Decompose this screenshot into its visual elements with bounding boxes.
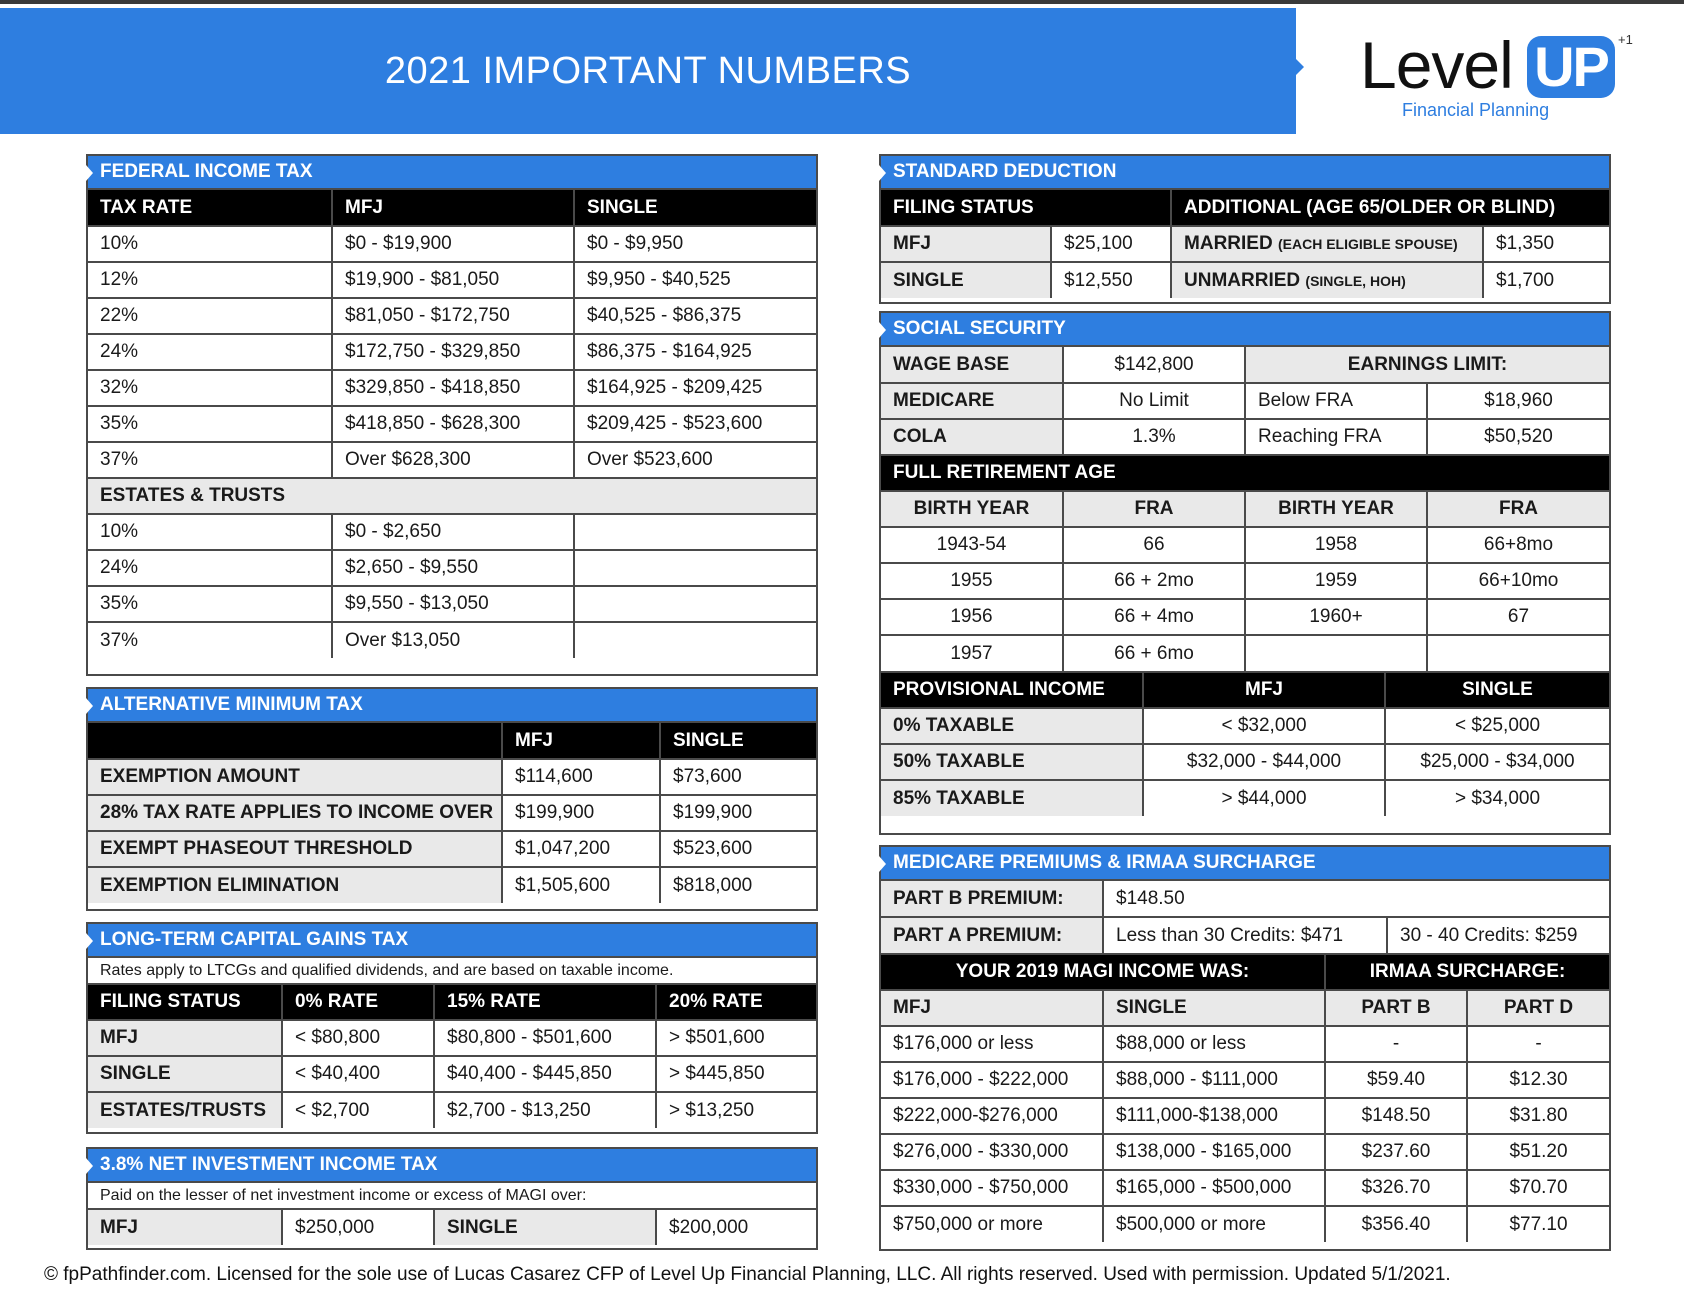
row-label: COLA	[881, 419, 1063, 455]
header-cell: FILING STATUS	[88, 984, 282, 1020]
section-title: STANDARD DEDUCTION	[881, 156, 1609, 190]
cell: $276,000 - $330,000	[881, 1134, 1103, 1170]
cell: $326.70	[1325, 1170, 1467, 1206]
header-cell: SINGLE	[660, 723, 816, 759]
cell: 24%	[88, 550, 332, 586]
cell: 67	[1427, 599, 1609, 635]
cell: $81,050 - $172,750	[332, 298, 574, 334]
header-cell: BIRTH YEAR	[881, 491, 1063, 527]
cell: $114,600	[502, 759, 660, 795]
logo-subtitle: Financial Planning	[1402, 100, 1550, 120]
header-cell: IRMAA SURCHARGE:	[1325, 954, 1609, 990]
table-row	[88, 1020, 816, 1056]
cell: Reaching FRA	[1245, 419, 1427, 455]
logo-up-badge: UP	[1527, 36, 1615, 98]
cell: $88,000 or less	[1103, 1026, 1325, 1062]
cell: $418,850 - $628,300	[332, 406, 574, 442]
cell: $73,600	[660, 759, 816, 795]
cell: $138,000 - $165,000	[1103, 1134, 1325, 1170]
table-row	[881, 1026, 1609, 1062]
cell: $88,000 - $111,000	[1103, 1062, 1325, 1098]
cell: $1,047,200	[502, 831, 660, 867]
cell: 66+10mo	[1427, 563, 1609, 599]
table-header-row	[88, 723, 816, 759]
cell: -	[1325, 1026, 1467, 1062]
table-header-row	[881, 190, 1609, 226]
cell: 35%	[88, 406, 332, 442]
row-label: SINGLE	[88, 1056, 282, 1092]
row-label: ESTATES/TRUSTS	[88, 1092, 282, 1128]
table-row	[88, 1092, 816, 1128]
cell	[1245, 635, 1427, 671]
cell: $40,525 - $86,375	[574, 298, 816, 334]
cell: $330,000 - $750,000	[881, 1170, 1103, 1206]
table-row	[88, 1056, 816, 1092]
cell: $176,000 or less	[881, 1026, 1103, 1062]
fra-title: FULL RETIREMENT AGE	[881, 455, 1609, 491]
cell: $9,550 - $13,050	[332, 586, 574, 622]
header-cell: PART D	[1467, 990, 1609, 1026]
header-cell: PART B	[1325, 990, 1467, 1026]
section-title: LONG-TERM CAPITAL GAINS TAX	[88, 924, 816, 958]
cell: $19,900 - $81,050	[332, 262, 574, 298]
header-banner	[0, 8, 1296, 134]
table-header-row	[88, 190, 816, 226]
table-row	[881, 1170, 1609, 1206]
cell: 66 + 2mo	[1063, 563, 1245, 599]
add-note: (SINGLE, HOH)	[1305, 272, 1406, 289]
table-header-row	[881, 954, 1609, 990]
ltcg-section	[86, 922, 818, 1134]
cell: $32,000 - $44,000	[1143, 744, 1385, 780]
cell: 37%	[88, 442, 332, 478]
header-cell: MFJ	[332, 190, 574, 226]
header-cell	[88, 723, 502, 759]
row-label: WAGE BASE	[881, 347, 1063, 383]
table-row	[88, 442, 816, 478]
row-label: MFJ	[881, 226, 1051, 262]
row-label: MFJ	[88, 1020, 282, 1056]
cell: $86,375 - $164,925	[574, 334, 816, 370]
cell: $25,100	[1051, 226, 1171, 262]
section-title: SOCIAL SECURITY	[881, 313, 1609, 347]
social-security-section	[879, 311, 1611, 835]
row-label	[1171, 226, 1483, 262]
niit-table	[88, 1183, 816, 1245]
table-row	[881, 527, 1609, 563]
row-label: EXEMPT PHASEOUT THRESHOLD	[88, 831, 502, 867]
table-row	[88, 586, 816, 622]
cell	[574, 586, 816, 622]
row-label: SINGLE	[881, 262, 1051, 298]
cell	[1427, 635, 1609, 671]
table-row	[88, 514, 816, 550]
table-row	[88, 795, 816, 831]
table-row	[88, 226, 816, 262]
cell: 35%	[88, 586, 332, 622]
cell: $148.50	[1325, 1098, 1467, 1134]
cell	[574, 550, 816, 586]
header-cell: YOUR 2019 MAGI INCOME WAS:	[881, 954, 1325, 990]
cell: 32%	[88, 370, 332, 406]
table-row	[881, 599, 1609, 635]
table-row	[88, 550, 816, 586]
level-up-logo	[1340, 28, 1640, 128]
standard-deduction-table	[881, 190, 1609, 298]
cell: 66 + 6mo	[1063, 635, 1245, 671]
cell: 1958	[1245, 527, 1427, 563]
cell: $0 - $2,650	[332, 514, 574, 550]
cell: < $80,800	[282, 1020, 434, 1056]
cell: $51.20	[1467, 1134, 1609, 1170]
cell: $176,000 - $222,000	[881, 1062, 1103, 1098]
table-row	[881, 383, 1609, 419]
cell: $1,700	[1483, 262, 1609, 298]
sub-header-row	[881, 990, 1609, 1026]
row-label: EXEMPTION ELIMINATION	[88, 867, 502, 903]
cell: $222,000-$276,000	[881, 1098, 1103, 1134]
header-cell: FRA	[1063, 491, 1245, 527]
cell: 1943-54	[881, 527, 1063, 563]
cell: 66 + 4mo	[1063, 599, 1245, 635]
cell: $2,700 - $13,250	[434, 1092, 656, 1128]
irmaa-table	[881, 953, 1609, 1242]
table-row	[881, 347, 1609, 383]
niit-section	[86, 1147, 818, 1250]
row-label: PART B PREMIUM:	[881, 881, 1103, 917]
cell: < $32,000	[1143, 708, 1385, 744]
cell: 10%	[88, 514, 332, 550]
cell: < $25,000	[1385, 708, 1609, 744]
cell: $12.30	[1467, 1062, 1609, 1098]
cell: 66	[1063, 527, 1245, 563]
cell: $111,000-$138,000	[1103, 1098, 1325, 1134]
cell: 1957	[881, 635, 1063, 671]
header-cell: SINGLE	[1385, 672, 1609, 708]
table-row	[881, 917, 1609, 953]
table-row	[881, 708, 1609, 744]
cell: 1955	[881, 563, 1063, 599]
cell: $200,000	[656, 1209, 816, 1245]
cell: $172,750 - $329,850	[332, 334, 574, 370]
cell: No Limit	[1063, 383, 1245, 419]
row-label: PART A PREMIUM:	[881, 917, 1103, 953]
cell: $1,505,600	[502, 867, 660, 903]
cell	[574, 622, 816, 658]
cell: $165,000 - $500,000	[1103, 1170, 1325, 1206]
cell: 1956	[881, 599, 1063, 635]
cell: $2,650 - $9,550	[332, 550, 574, 586]
table-row	[88, 298, 816, 334]
row-label: 0% TAXABLE	[881, 708, 1143, 744]
row-label: SINGLE	[434, 1209, 656, 1245]
table-row	[88, 370, 816, 406]
estates-trusts-header-row	[88, 478, 816, 514]
table-row	[881, 563, 1609, 599]
cell: 10%	[88, 226, 332, 262]
section-title: FEDERAL INCOME TAX	[88, 156, 816, 190]
cell: $80,800 - $501,600	[434, 1020, 656, 1056]
row-label: 28% TAX RATE APPLIES TO INCOME OVER	[88, 795, 502, 831]
table-row	[88, 867, 816, 903]
header-cell: 15% RATE	[434, 984, 656, 1020]
page-title: 2021 IMPORTANT NUMBERS	[384, 49, 912, 92]
cell: $59.40	[1325, 1062, 1467, 1098]
cell: -	[1467, 1026, 1609, 1062]
ltcg-table	[88, 958, 816, 1128]
cell: $750,000 or more	[881, 1206, 1103, 1242]
cell: 66+8mo	[1427, 527, 1609, 563]
row-label: MEDICARE	[881, 383, 1063, 419]
cell	[574, 514, 816, 550]
earnings-limit-label: EARNINGS LIMIT:	[1245, 347, 1609, 383]
niit-note: Paid on the lesser of net investment income or excess of MAGI over:	[88, 1183, 816, 1209]
cell: 1.3%	[1063, 419, 1245, 455]
cell: $237.60	[1325, 1134, 1467, 1170]
header-cell: MFJ	[502, 723, 660, 759]
header-cell: 20% RATE	[656, 984, 816, 1020]
note-row	[88, 958, 816, 984]
cell: $40,400 - $445,850	[434, 1056, 656, 1092]
table-row	[881, 1098, 1609, 1134]
social-security-table	[881, 347, 1609, 671]
amt-table	[88, 723, 816, 903]
row-label: 85% TAXABLE	[881, 780, 1143, 816]
cell: 12%	[88, 262, 332, 298]
cell: $148.50	[1103, 881, 1609, 917]
cell: $77.10	[1467, 1206, 1609, 1242]
header-cell: MFJ	[881, 990, 1103, 1026]
header-cell: FRA	[1427, 491, 1609, 527]
row-label	[1171, 262, 1483, 298]
cell: $199,900	[660, 795, 816, 831]
cell: $18,960	[1427, 383, 1609, 419]
cell: $50,520	[1427, 419, 1609, 455]
cell: > $13,250	[656, 1092, 816, 1128]
cell: 1959	[1245, 563, 1427, 599]
medicare-section	[879, 845, 1611, 1251]
table-row	[88, 1209, 816, 1245]
table-row	[88, 759, 816, 795]
cell: $70.70	[1467, 1170, 1609, 1206]
amt-section	[86, 687, 818, 911]
cell: > $44,000	[1143, 780, 1385, 816]
header-cell: ADDITIONAL (AGE 65/OLDER OR BLIND)	[1171, 190, 1609, 226]
table-row	[88, 622, 816, 658]
row-label: EXEMPTION AMOUNT	[88, 759, 502, 795]
add-label: UNMARRIED	[1184, 269, 1301, 291]
table-row	[88, 406, 816, 442]
cell: > $445,850	[656, 1056, 816, 1092]
table-row	[881, 881, 1609, 917]
cell: $1,350	[1483, 226, 1609, 262]
row-label: MFJ	[88, 1209, 282, 1245]
section-title: 3.8% NET INVESTMENT INCOME TAX	[88, 1149, 816, 1183]
cell: $523,600	[660, 831, 816, 867]
table-header-row	[88, 984, 816, 1020]
table-row	[88, 334, 816, 370]
cell: $356.40	[1325, 1206, 1467, 1242]
header-cell: 0% RATE	[282, 984, 434, 1020]
cell: Over $13,050	[332, 622, 574, 658]
cell: $329,850 - $418,850	[332, 370, 574, 406]
cell: $500,000 or more	[1103, 1206, 1325, 1242]
cell: Less than 30 Credits: $471	[1103, 917, 1387, 953]
table-row	[881, 1206, 1609, 1242]
note-row	[88, 1183, 816, 1209]
table-row	[881, 262, 1609, 298]
logo-word: Level	[1360, 28, 1513, 102]
logo-plus: +1	[1618, 32, 1633, 47]
estates-trusts-title: ESTATES & TRUSTS	[88, 478, 816, 514]
cell: $199,900	[502, 795, 660, 831]
cell: $0 - $19,900	[332, 226, 574, 262]
standard-deduction-section	[879, 154, 1611, 304]
table-row	[881, 1062, 1609, 1098]
header-cell: BIRTH YEAR	[1245, 491, 1427, 527]
cell: $209,425 - $523,600	[574, 406, 816, 442]
row-label: 50% TAXABLE	[881, 744, 1143, 780]
cell: $0 - $9,950	[574, 226, 816, 262]
cell: < $40,400	[282, 1056, 434, 1092]
cell: $31.80	[1467, 1098, 1609, 1134]
cell: 30 - 40 Credits: $259	[1387, 917, 1609, 953]
cell: > $34,000	[1385, 780, 1609, 816]
cell: $12,550	[1051, 262, 1171, 298]
cell: $9,950 - $40,525	[574, 262, 816, 298]
cell: 37%	[88, 622, 332, 658]
fra-title-row	[881, 455, 1609, 491]
cell: < $2,700	[282, 1092, 434, 1128]
cell: $250,000	[282, 1209, 434, 1245]
header-cell: SINGLE	[1103, 990, 1325, 1026]
cell: Over $523,600	[574, 442, 816, 478]
provisional-income-table	[881, 671, 1609, 816]
table-row	[88, 831, 816, 867]
header-cell: TAX RATE	[88, 190, 332, 226]
add-label: MARRIED	[1184, 233, 1273, 254]
table-row	[881, 780, 1609, 816]
cell: 24%	[88, 334, 332, 370]
copyright-footer: © fpPathfinder.com. Licensed for the sole use of Lucas Casarez CFP of Level Up Financial Planning, LLC. All rights reserved. Used with permission. Updated 5/1/2021.	[44, 1264, 1451, 1285]
cell: $164,925 - $209,425	[574, 370, 816, 406]
cell: 1960+	[1245, 599, 1427, 635]
medicare-premium-table	[881, 881, 1609, 953]
header-cell: PROVISIONAL INCOME	[881, 672, 1143, 708]
cell: 22%	[88, 298, 332, 334]
cell: Below FRA	[1245, 383, 1427, 419]
cell: Over $628,300	[332, 442, 574, 478]
cell: > $501,600	[656, 1020, 816, 1056]
section-title: ALTERNATIVE MINIMUM TAX	[88, 689, 816, 723]
fra-header-row	[881, 491, 1609, 527]
header-arrow-icon	[1296, 59, 1304, 75]
header-cell: SINGLE	[574, 190, 816, 226]
section-title: MEDICARE PREMIUMS & IRMAA SURCHARGE	[881, 847, 1609, 881]
cell: $818,000	[660, 867, 816, 903]
table-row	[881, 226, 1609, 262]
ltcg-note: Rates apply to LTCGs and qualified dividends, and are based on taxable income.	[88, 958, 816, 984]
table-row	[881, 635, 1609, 671]
table-row	[881, 744, 1609, 780]
header-cell: FILING STATUS	[881, 190, 1171, 226]
header-cell: MFJ	[1143, 672, 1385, 708]
cell: $142,800	[1063, 347, 1245, 383]
table-row	[88, 262, 816, 298]
federal-income-tax-table	[88, 190, 816, 658]
table-header-row	[881, 672, 1609, 708]
table-row	[881, 419, 1609, 455]
federal-income-tax-section	[86, 154, 818, 676]
add-note: (EACH ELIGIBLE SPOUSE)	[1277, 236, 1458, 252]
table-row	[881, 1134, 1609, 1170]
cell: $25,000 - $34,000	[1385, 744, 1609, 780]
